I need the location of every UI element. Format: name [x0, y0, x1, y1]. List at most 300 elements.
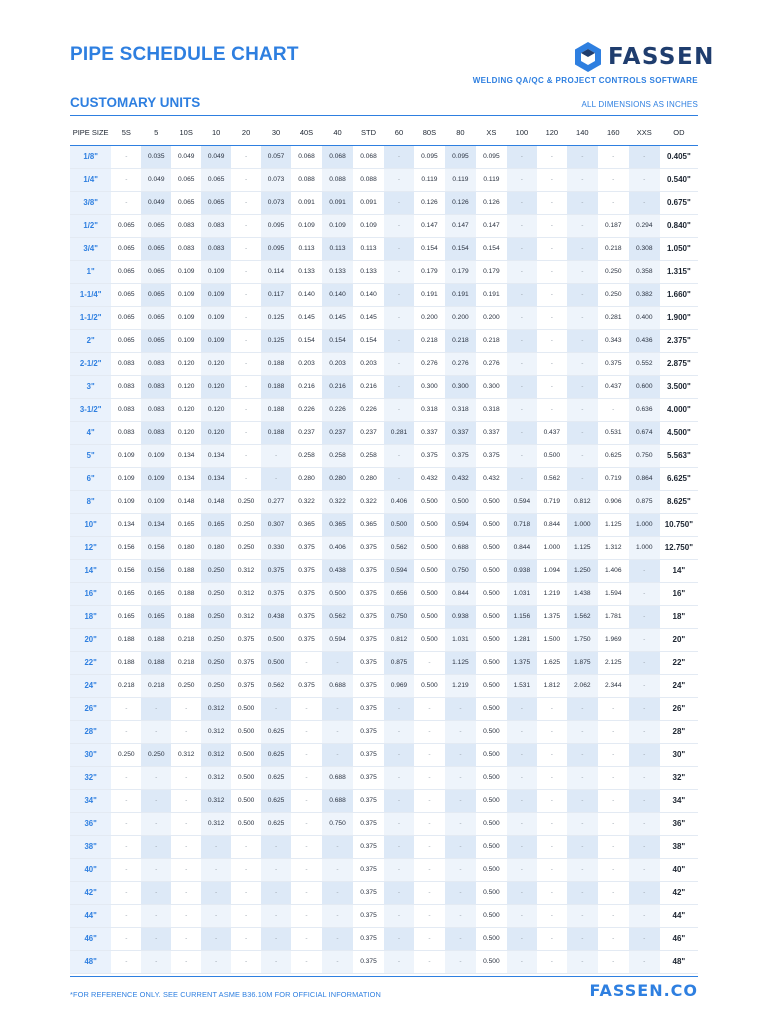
- wall-thickness-cell: 0.375: [353, 835, 384, 858]
- wall-thickness-cell: 0.812: [567, 490, 598, 513]
- table-row: [70, 697, 698, 720]
- wall-thickness-cell: -: [261, 881, 291, 904]
- wall-thickness-cell: 0.068: [322, 145, 353, 168]
- wall-thickness-cell: 0.276: [414, 352, 445, 375]
- wall-thickness-cell: 0.500: [476, 812, 507, 835]
- pipe-size-cell: 4": [70, 421, 111, 444]
- pipe-size-cell: 1/2": [70, 214, 111, 237]
- wall-thickness-cell: 0.083: [171, 237, 201, 260]
- wall-thickness-cell: 0.188: [261, 352, 291, 375]
- wall-thickness-cell: 0.218: [414, 329, 445, 352]
- wall-thickness-cell: -: [171, 950, 201, 973]
- wall-thickness-cell: 0.179: [445, 260, 476, 283]
- wall-thickness-cell: -: [322, 651, 353, 674]
- wall-thickness-cell: 0.307: [261, 513, 291, 536]
- outside-diameter-cell: 1.315": [660, 260, 698, 283]
- wall-thickness-cell: -: [291, 881, 322, 904]
- wall-thickness-cell: -: [414, 743, 445, 766]
- wall-thickness-cell: -: [111, 720, 141, 743]
- table-row: [70, 812, 698, 835]
- wall-thickness-cell: -: [291, 697, 322, 720]
- wall-thickness-cell: 0.375: [414, 444, 445, 467]
- wall-thickness-cell: -: [384, 352, 414, 375]
- wall-thickness-cell: 0.088: [291, 168, 322, 191]
- wall-thickness-cell: 0.938: [445, 605, 476, 628]
- wall-thickness-cell: -: [261, 467, 291, 490]
- column-header: 140: [567, 120, 598, 145]
- wall-thickness-cell: -: [629, 835, 660, 858]
- wall-thickness-cell: -: [384, 835, 414, 858]
- column-header: 20: [231, 120, 261, 145]
- wall-thickness-cell: -: [414, 881, 445, 904]
- wall-thickness-cell: 0.145: [291, 306, 322, 329]
- wall-thickness-cell: -: [414, 927, 445, 950]
- wall-thickness-cell: -: [231, 237, 261, 260]
- wall-thickness-cell: -: [567, 329, 598, 352]
- wall-thickness-cell: -: [231, 306, 261, 329]
- wall-thickness-cell: 0.180: [171, 536, 201, 559]
- wall-thickness-cell: -: [507, 950, 537, 973]
- wall-thickness-cell: 0.126: [476, 191, 507, 214]
- wall-thickness-cell: 0.216: [322, 375, 353, 398]
- wall-thickness-cell: 0.083: [111, 375, 141, 398]
- outside-diameter-cell: 4.500": [660, 421, 698, 444]
- wall-thickness-cell: 0.120: [171, 352, 201, 375]
- wall-thickness-cell: -: [507, 766, 537, 789]
- wall-thickness-cell: 0.119: [476, 168, 507, 191]
- table-row: [70, 743, 698, 766]
- wall-thickness-cell: 0.109: [201, 260, 231, 283]
- wall-thickness-cell: 0.688: [322, 766, 353, 789]
- wall-thickness-cell: 0.312: [231, 559, 261, 582]
- pipe-size-cell: 14": [70, 559, 111, 582]
- wall-thickness-cell: 0.109: [201, 306, 231, 329]
- table-row: [70, 490, 698, 513]
- wall-thickness-cell: 0.500: [476, 536, 507, 559]
- wall-thickness-cell: 0.109: [171, 306, 201, 329]
- wall-thickness-cell: -: [384, 927, 414, 950]
- wall-thickness-cell: -: [322, 927, 353, 950]
- wall-thickness-cell: 0.600: [629, 375, 660, 398]
- outside-diameter-cell: 44": [660, 904, 698, 927]
- wall-thickness-cell: -: [598, 789, 629, 812]
- wall-thickness-cell: -: [231, 835, 261, 858]
- wall-thickness-cell: 0.125: [261, 306, 291, 329]
- wall-thickness-cell: 0.280: [291, 467, 322, 490]
- wall-thickness-cell: -: [537, 191, 567, 214]
- wall-thickness-cell: -: [322, 835, 353, 858]
- wall-thickness-cell: -: [507, 352, 537, 375]
- wall-thickness-cell: 0.276: [445, 352, 476, 375]
- wall-thickness-cell: -: [384, 306, 414, 329]
- wall-thickness-cell: 0.375: [353, 674, 384, 697]
- wall-thickness-cell: 0.088: [322, 168, 353, 191]
- wall-thickness-cell: -: [231, 881, 261, 904]
- wall-thickness-cell: 0.109: [111, 444, 141, 467]
- wall-thickness-cell: 0.191: [445, 283, 476, 306]
- pipe-size-cell: 28": [70, 720, 111, 743]
- wall-thickness-cell: -: [445, 743, 476, 766]
- wall-thickness-cell: -: [567, 421, 598, 444]
- wall-thickness-cell: 1.594: [598, 582, 629, 605]
- wall-thickness-cell: 0.375: [353, 927, 384, 950]
- wall-thickness-cell: 0.109: [353, 214, 384, 237]
- table-row: [70, 582, 698, 605]
- wall-thickness-cell: -: [111, 835, 141, 858]
- column-header: 10S: [171, 120, 201, 145]
- pipe-size-cell: 3": [70, 375, 111, 398]
- wall-thickness-cell: -: [537, 306, 567, 329]
- wall-thickness-cell: 0.500: [231, 812, 261, 835]
- pipe-size-cell: 2-1/2": [70, 352, 111, 375]
- wall-thickness-cell: 0.113: [353, 237, 384, 260]
- wall-thickness-cell: 0.375: [291, 536, 322, 559]
- wall-thickness-cell: 0.250: [598, 283, 629, 306]
- wall-thickness-cell: -: [567, 214, 598, 237]
- heading-divider: [70, 115, 698, 116]
- wall-thickness-cell: 0.375: [353, 559, 384, 582]
- wall-thickness-cell: 0.312: [201, 743, 231, 766]
- wall-thickness-cell: 0.134: [141, 513, 171, 536]
- wall-thickness-cell: 0.120: [201, 352, 231, 375]
- wall-thickness-cell: -: [171, 789, 201, 812]
- wall-thickness-cell: 1.781: [598, 605, 629, 628]
- wall-thickness-cell: -: [291, 743, 322, 766]
- wall-thickness-cell: -: [141, 835, 171, 858]
- wall-thickness-cell: -: [598, 191, 629, 214]
- outside-diameter-cell: 1.900": [660, 306, 698, 329]
- wall-thickness-cell: -: [445, 927, 476, 950]
- wall-thickness-cell: 0.500: [476, 513, 507, 536]
- tagline: WELDING QA/QC & PROJECT CONTROLS SOFTWARE: [472, 76, 698, 85]
- brand-logo: [574, 40, 715, 74]
- wall-thickness-cell: 1.000: [629, 536, 660, 559]
- column-header: 160: [598, 120, 629, 145]
- pipe-size-cell: 1/4": [70, 168, 111, 191]
- wall-thickness-cell: -: [537, 858, 567, 881]
- wall-thickness-cell: 0.531: [598, 421, 629, 444]
- wall-thickness-cell: -: [231, 398, 261, 421]
- table-row: [70, 214, 698, 237]
- wall-thickness-cell: -: [567, 904, 598, 927]
- wall-thickness-cell: 0.188: [111, 651, 141, 674]
- table-row: [70, 536, 698, 559]
- table-row: [70, 720, 698, 743]
- wall-thickness-cell: 0.154: [291, 329, 322, 352]
- wall-thickness-cell: -: [537, 766, 567, 789]
- wall-thickness-cell: 0.083: [111, 352, 141, 375]
- wall-thickness-cell: 0.500: [414, 582, 445, 605]
- wall-thickness-cell: 0.188: [171, 605, 201, 628]
- outside-diameter-cell: 1.050": [660, 237, 698, 260]
- wall-thickness-cell: 0.226: [353, 398, 384, 421]
- wall-thickness-cell: 0.120: [201, 421, 231, 444]
- wall-thickness-cell: 0.258: [322, 444, 353, 467]
- wall-thickness-cell: -: [384, 950, 414, 973]
- wall-thickness-cell: 0.594: [507, 490, 537, 513]
- wall-thickness-cell: -: [445, 881, 476, 904]
- wall-thickness-cell: 0.083: [141, 421, 171, 444]
- pipe-size-cell: 34": [70, 789, 111, 812]
- wall-thickness-cell: -: [414, 766, 445, 789]
- wall-thickness-cell: -: [507, 444, 537, 467]
- wall-thickness-cell: -: [231, 168, 261, 191]
- wall-thickness-cell: 0.165: [201, 513, 231, 536]
- wall-thickness-cell: 1.031: [507, 582, 537, 605]
- wall-thickness-cell: 0.147: [414, 214, 445, 237]
- wall-thickness-cell: -: [567, 352, 598, 375]
- column-header: 10: [201, 120, 231, 145]
- wall-thickness-cell: -: [629, 582, 660, 605]
- wall-thickness-cell: 0.134: [171, 444, 201, 467]
- wall-thickness-cell: 0.154: [476, 237, 507, 260]
- wall-thickness-cell: 1.625: [537, 651, 567, 674]
- wall-thickness-cell: 0.343: [598, 329, 629, 352]
- pipe-size-cell: 10": [70, 513, 111, 536]
- wall-thickness-cell: 0.226: [291, 398, 322, 421]
- wall-thickness-cell: 0.500: [231, 720, 261, 743]
- wall-thickness-cell: -: [629, 743, 660, 766]
- wall-thickness-cell: 2.062: [567, 674, 598, 697]
- wall-thickness-cell: 0.594: [322, 628, 353, 651]
- wall-thickness-cell: -: [537, 375, 567, 398]
- wall-thickness-cell: 0.500: [476, 789, 507, 812]
- wall-thickness-cell: -: [629, 927, 660, 950]
- section-heading: CUSTOMARY UNITS: [70, 95, 201, 110]
- wall-thickness-cell: 0.375: [353, 881, 384, 904]
- dimensions-note: ALL DIMENSIONS AS INCHES: [581, 100, 698, 109]
- wall-thickness-cell: 0.095: [445, 145, 476, 168]
- wall-thickness-cell: 1.219: [445, 674, 476, 697]
- wall-thickness-cell: 0.250: [231, 513, 261, 536]
- wall-thickness-cell: 0.218: [171, 651, 201, 674]
- wall-thickness-cell: 1.375: [537, 605, 567, 628]
- wall-thickness-cell: -: [567, 375, 598, 398]
- wall-thickness-cell: -: [507, 168, 537, 191]
- wall-thickness-cell: 0.065: [141, 329, 171, 352]
- wall-thickness-cell: 0.250: [598, 260, 629, 283]
- wall-thickness-cell: 0.375: [353, 858, 384, 881]
- wall-thickness-cell: -: [141, 766, 171, 789]
- wall-thickness-cell: -: [445, 789, 476, 812]
- table-row: [70, 789, 698, 812]
- wall-thickness-cell: 0.625: [261, 720, 291, 743]
- wall-thickness-cell: 0.083: [111, 398, 141, 421]
- table-row: [70, 559, 698, 582]
- wall-thickness-cell: 0.500: [414, 536, 445, 559]
- wall-thickness-cell: 0.375: [291, 628, 322, 651]
- wall-thickness-cell: -: [291, 950, 322, 973]
- wall-thickness-cell: 0.432: [414, 467, 445, 490]
- wall-thickness-cell: 0.191: [414, 283, 445, 306]
- wall-thickness-cell: -: [567, 467, 598, 490]
- wall-thickness-cell: 0.065: [171, 168, 201, 191]
- wall-thickness-cell: 0.375: [353, 950, 384, 973]
- wall-thickness-cell: 0.437: [598, 375, 629, 398]
- wall-thickness-cell: 0.375: [231, 674, 261, 697]
- table-row: [70, 444, 698, 467]
- wall-thickness-cell: 0.312: [201, 789, 231, 812]
- wall-thickness-cell: -: [567, 283, 598, 306]
- wall-thickness-cell: 1.562: [567, 605, 598, 628]
- wall-thickness-cell: -: [507, 812, 537, 835]
- wall-thickness-cell: -: [231, 858, 261, 881]
- wall-thickness-cell: 0.750: [629, 444, 660, 467]
- wall-thickness-cell: 0.120: [171, 375, 201, 398]
- table-row: [70, 168, 698, 191]
- wall-thickness-cell: 0.200: [414, 306, 445, 329]
- wall-thickness-cell: -: [537, 904, 567, 927]
- wall-thickness-cell: -: [567, 444, 598, 467]
- wall-thickness-cell: 0.165: [141, 605, 171, 628]
- wall-thickness-cell: -: [141, 881, 171, 904]
- wall-thickness-cell: -: [629, 881, 660, 904]
- wall-thickness-cell: 0.375: [445, 444, 476, 467]
- column-header: OD: [660, 120, 698, 145]
- wall-thickness-cell: -: [291, 835, 322, 858]
- wall-thickness-cell: -: [291, 858, 322, 881]
- wall-thickness-cell: -: [507, 467, 537, 490]
- wall-thickness-cell: 0.375: [353, 812, 384, 835]
- wall-thickness-cell: -: [445, 950, 476, 973]
- wall-thickness-cell: 0.095: [261, 237, 291, 260]
- column-header: 5: [141, 120, 171, 145]
- wall-thickness-cell: -: [384, 789, 414, 812]
- wall-thickness-cell: 2.344: [598, 674, 629, 697]
- wall-thickness-cell: 0.218: [476, 329, 507, 352]
- wall-thickness-cell: 0.562: [261, 674, 291, 697]
- wall-thickness-cell: 0.337: [414, 421, 445, 444]
- wall-thickness-cell: 0.500: [476, 605, 507, 628]
- wall-thickness-cell: -: [384, 260, 414, 283]
- wall-thickness-cell: 0.322: [291, 490, 322, 513]
- wall-thickness-cell: -: [261, 858, 291, 881]
- pipe-size-cell: 42": [70, 881, 111, 904]
- wall-thickness-cell: 0.375: [353, 789, 384, 812]
- wall-thickness-cell: -: [598, 881, 629, 904]
- wall-thickness-cell: 0.280: [353, 467, 384, 490]
- column-header: 60: [384, 120, 414, 145]
- wall-thickness-cell: 0.375: [353, 766, 384, 789]
- wall-thickness-cell: -: [384, 812, 414, 835]
- wall-thickness-cell: -: [629, 605, 660, 628]
- wall-thickness-cell: 0.300: [445, 375, 476, 398]
- wall-thickness-cell: -: [445, 858, 476, 881]
- wall-thickness-cell: 0.656: [384, 582, 414, 605]
- pipe-size-cell: 48": [70, 950, 111, 973]
- wall-thickness-cell: -: [598, 743, 629, 766]
- wall-thickness-cell: -: [384, 214, 414, 237]
- wall-thickness-cell: -: [507, 191, 537, 214]
- wall-thickness-cell: 0.500: [476, 950, 507, 973]
- wall-thickness-cell: -: [567, 720, 598, 743]
- wall-thickness-cell: -: [567, 306, 598, 329]
- table-row: [70, 835, 698, 858]
- table-row: [70, 605, 698, 628]
- wall-thickness-cell: -: [567, 812, 598, 835]
- wall-thickness-cell: 0.432: [476, 467, 507, 490]
- wall-thickness-cell: 0.134: [201, 444, 231, 467]
- wall-thickness-cell: 0.312: [201, 766, 231, 789]
- wall-thickness-cell: 0.156: [141, 559, 171, 582]
- wall-thickness-cell: 0.277: [261, 490, 291, 513]
- wall-thickness-cell: 0.120: [201, 375, 231, 398]
- wall-thickness-cell: 0.065: [201, 191, 231, 214]
- wall-thickness-cell: -: [629, 720, 660, 743]
- wall-thickness-cell: 0.322: [322, 490, 353, 513]
- wall-thickness-cell: 0.750: [445, 559, 476, 582]
- wall-thickness-cell: -: [384, 375, 414, 398]
- column-header: 100: [507, 120, 537, 145]
- wall-thickness-cell: -: [445, 697, 476, 720]
- wall-thickness-cell: 0.906: [598, 490, 629, 513]
- wall-thickness-cell: 0.049: [141, 191, 171, 214]
- wall-thickness-cell: -: [567, 835, 598, 858]
- wall-thickness-cell: 0.375: [231, 651, 261, 674]
- wall-thickness-cell: 0.133: [353, 260, 384, 283]
- wall-thickness-cell: 0.218: [141, 674, 171, 697]
- wall-thickness-cell: 0.500: [476, 697, 507, 720]
- outside-diameter-cell: 0.540": [660, 168, 698, 191]
- wall-thickness-cell: 0.308: [629, 237, 660, 260]
- wall-thickness-cell: 0.312: [201, 812, 231, 835]
- wall-thickness-cell: 0.875: [629, 490, 660, 513]
- wall-thickness-cell: 0.065: [111, 237, 141, 260]
- wall-thickness-cell: -: [384, 858, 414, 881]
- wall-thickness-cell: -: [384, 881, 414, 904]
- pipe-size-cell: 36": [70, 812, 111, 835]
- wall-thickness-cell: -: [567, 168, 598, 191]
- wall-thickness-cell: -: [171, 904, 201, 927]
- wall-thickness-cell: 0.133: [322, 260, 353, 283]
- wall-thickness-cell: 1.531: [507, 674, 537, 697]
- wall-thickness-cell: -: [537, 720, 567, 743]
- page-title: PIPE SCHEDULE CHART: [70, 44, 299, 65]
- wall-thickness-cell: 0.147: [476, 214, 507, 237]
- wall-thickness-cell: 0.294: [629, 214, 660, 237]
- wall-thickness-cell: 0.154: [353, 329, 384, 352]
- wall-thickness-cell: 0.258: [291, 444, 322, 467]
- wall-thickness-cell: -: [629, 628, 660, 651]
- wall-thickness-cell: -: [507, 720, 537, 743]
- wall-thickness-cell: -: [507, 835, 537, 858]
- wall-thickness-cell: -: [414, 835, 445, 858]
- wall-thickness-cell: 1.000: [567, 513, 598, 536]
- wall-thickness-cell: 1.281: [507, 628, 537, 651]
- wall-thickness-cell: -: [629, 858, 660, 881]
- pipe-size-cell: 44": [70, 904, 111, 927]
- outside-diameter-cell: 5.563": [660, 444, 698, 467]
- wall-thickness-cell: 0.250: [231, 490, 261, 513]
- wall-thickness-cell: 0.625: [261, 743, 291, 766]
- wall-thickness-cell: -: [322, 743, 353, 766]
- pipe-size-cell: 1/8": [70, 145, 111, 168]
- wall-thickness-cell: 0.180: [201, 536, 231, 559]
- wall-thickness-cell: -: [291, 812, 322, 835]
- column-header: 30: [261, 120, 291, 145]
- wall-thickness-cell: 0.375: [353, 904, 384, 927]
- outside-diameter-cell: 0.405": [660, 145, 698, 168]
- outside-diameter-cell: 28": [660, 720, 698, 743]
- wall-thickness-cell: 0.065: [111, 329, 141, 352]
- wall-thickness-cell: 0.437: [537, 421, 567, 444]
- wall-thickness-cell: -: [537, 743, 567, 766]
- pipe-size-cell: 8": [70, 490, 111, 513]
- outside-diameter-cell: 24": [660, 674, 698, 697]
- wall-thickness-cell: -: [567, 145, 598, 168]
- wall-thickness-cell: 1.250: [567, 559, 598, 582]
- wall-thickness-cell: -: [414, 950, 445, 973]
